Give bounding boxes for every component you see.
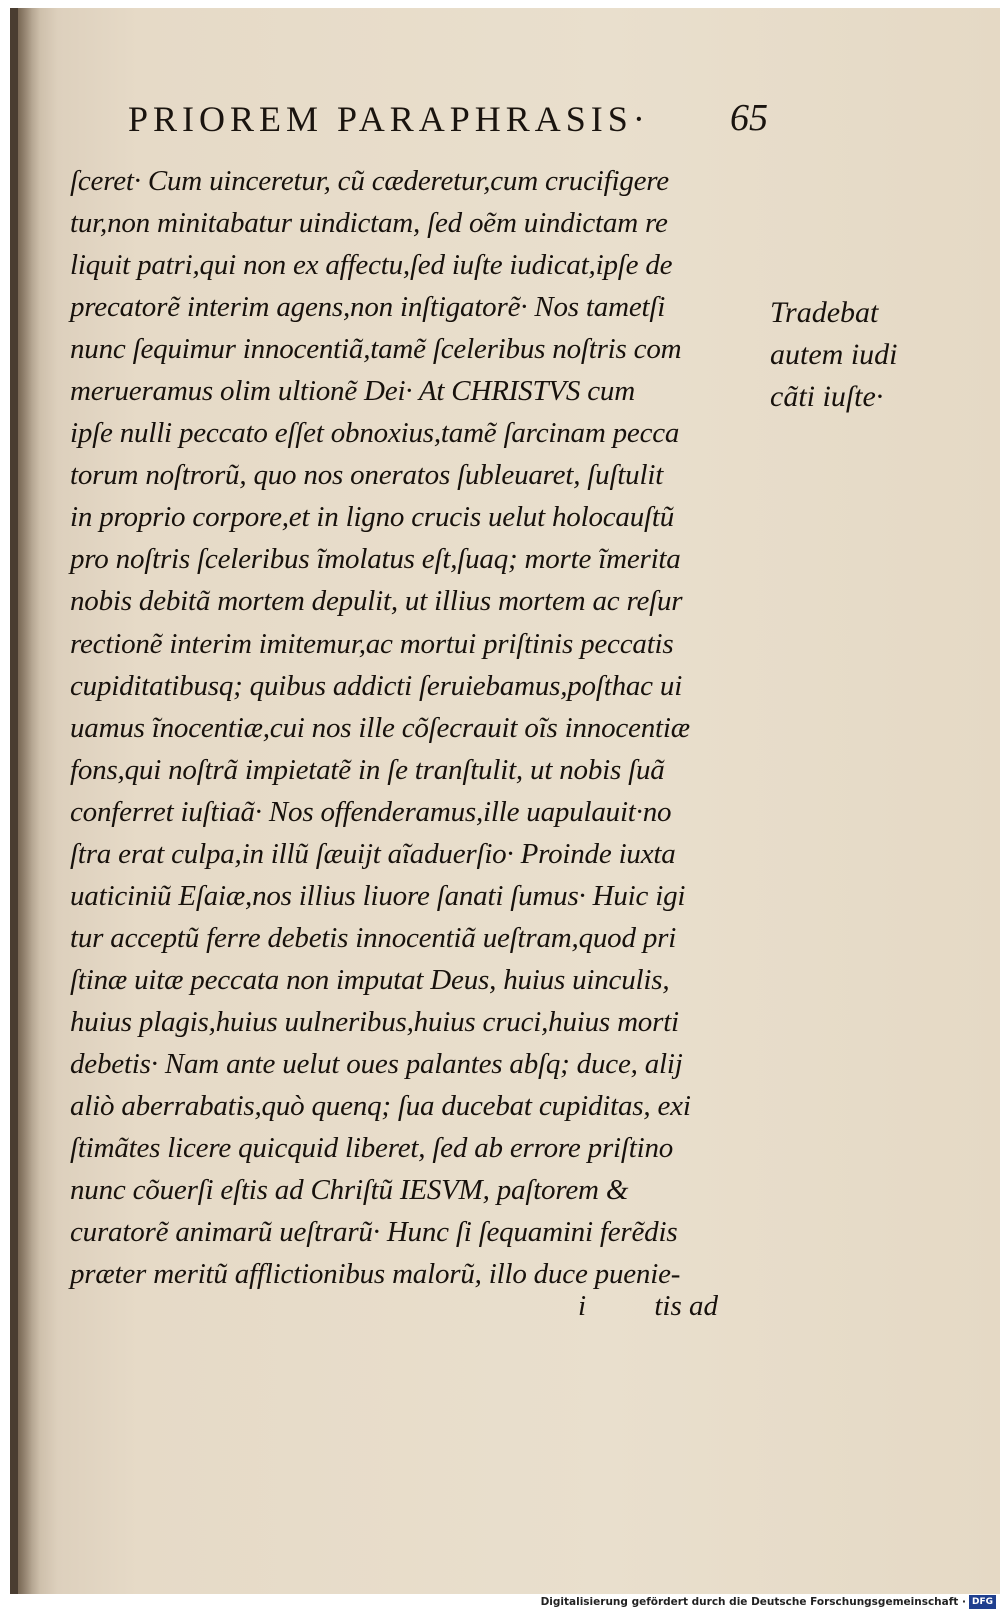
text-line: tur acceptũ ferre debetis innocentiã ueſtram,quod pri: [70, 921, 677, 954]
signature-mark: i: [578, 1290, 587, 1322]
running-head: PRIOREM PARAPHRASIS·: [128, 99, 650, 139]
dfg-logo: DFG: [969, 1595, 996, 1609]
marginal-note-line: autem iudi: [770, 338, 898, 371]
text-line: pro noſtris ſceleribus ĩmolatus eſt,ſuaq; morte ĩmerita: [70, 543, 681, 576]
text-line: in proprio corpore,et in ligno crucis uelut holocauſtũ: [70, 501, 675, 534]
digitization-credit: [541, 1595, 996, 1609]
text-line: aliò aberrabatis,quò quenq; ſua ducebat cupiditas, exi: [70, 1090, 691, 1123]
text-line: præter meritũ afflictionibus malorũ, illo duce puenie-: [70, 1258, 681, 1291]
marginal-note-line: Tradebat: [770, 296, 879, 329]
text-line: curatorẽ animarũ ueſtrarũ· Hunc ſi ſequamini ferẽdis: [70, 1216, 678, 1249]
text-line: debetis· Nam ante uelut oues palantes abſq; duce, alij: [70, 1047, 683, 1080]
text-line: huius plagis,huius uulneribus,huius cruci,huius morti: [70, 1005, 679, 1038]
marginal-note: [770, 292, 910, 418]
catchword-line: [578, 1290, 758, 1330]
catchword: tis ad: [654, 1290, 718, 1322]
text-line: cupiditatibusq; quibus addicti ſeruiebamus,poſthac ui: [70, 669, 683, 702]
text-line: ſceret· Cum uinceretur, cũ cæderetur,cum crucifigere: [70, 165, 669, 197]
credit-text: Digitalisierung gefördert durch die Deutsche Forschungsgemeinschaft ·: [540, 1596, 966, 1608]
text-line: uaticiniũ Eſaiæ,nos illius liuore ſanati ſumus· Huic igi: [70, 879, 686, 912]
text-line: tur,non minitabatur uindictam, ſed oẽm uindictam re: [70, 207, 668, 240]
text-line: rectionẽ interim imitemur,ac mortui priſtinis peccatis: [70, 627, 674, 660]
marginal-note-line: cãti iuſte·: [770, 380, 884, 413]
text-line: torum noſtrorũ, quo nos oneratos ſubleuaret, ſuſtulit: [70, 459, 664, 492]
page-number: 65: [730, 97, 768, 139]
main-text-block: [70, 160, 770, 1295]
text-line: fons,qui noſtrã impietatẽ in ſe tranſtulit, ut nobis ſuã: [70, 753, 665, 786]
text-line: nunc ſequimur innocentiã,tamẽ ſceleribus noſtris com: [70, 333, 682, 366]
text-line: nunc cõuerſi eſtis ad Chriſtũ IESVM, paſtorem &: [70, 1174, 629, 1207]
text-line: ſtimãtes licere quicquid liberet, ſed ab errore priſtino: [70, 1132, 674, 1165]
text-line: precatorẽ interim agens,non inſtigatorẽ· Nos tametſi: [70, 291, 666, 324]
text-line: conferret iuſtiaã· Nos offenderamus,ille uapulauit·no: [70, 795, 672, 828]
text-line: ſtinæ uitæ peccata non imputat Deus, huius uinculis,: [70, 963, 670, 996]
page-header: [128, 96, 768, 152]
text-line: ſtra erat culpa,in illũ ſæuijt aĩaduerſio· Proinde iuxta: [70, 837, 676, 870]
book-page: [10, 8, 1000, 1594]
text-line: nobis debitã mortem depulit, ut illius mortem ac reſur: [70, 585, 683, 618]
text-line: uamus ĩnocentiæ,cui nos ille cõſecrauit oĩs innocentiæ: [70, 711, 690, 744]
text-line: liquit patri,qui non ex affectu,ſed iuſte iudicat,ipſe de: [70, 249, 673, 282]
text-line: merueramus olim ultionẽ Dei· At CHRISTVS cum: [70, 375, 635, 408]
text-line: ipſe nulli peccato eſſet obnoxius,tamẽ ſarcinam pecca: [70, 417, 680, 450]
